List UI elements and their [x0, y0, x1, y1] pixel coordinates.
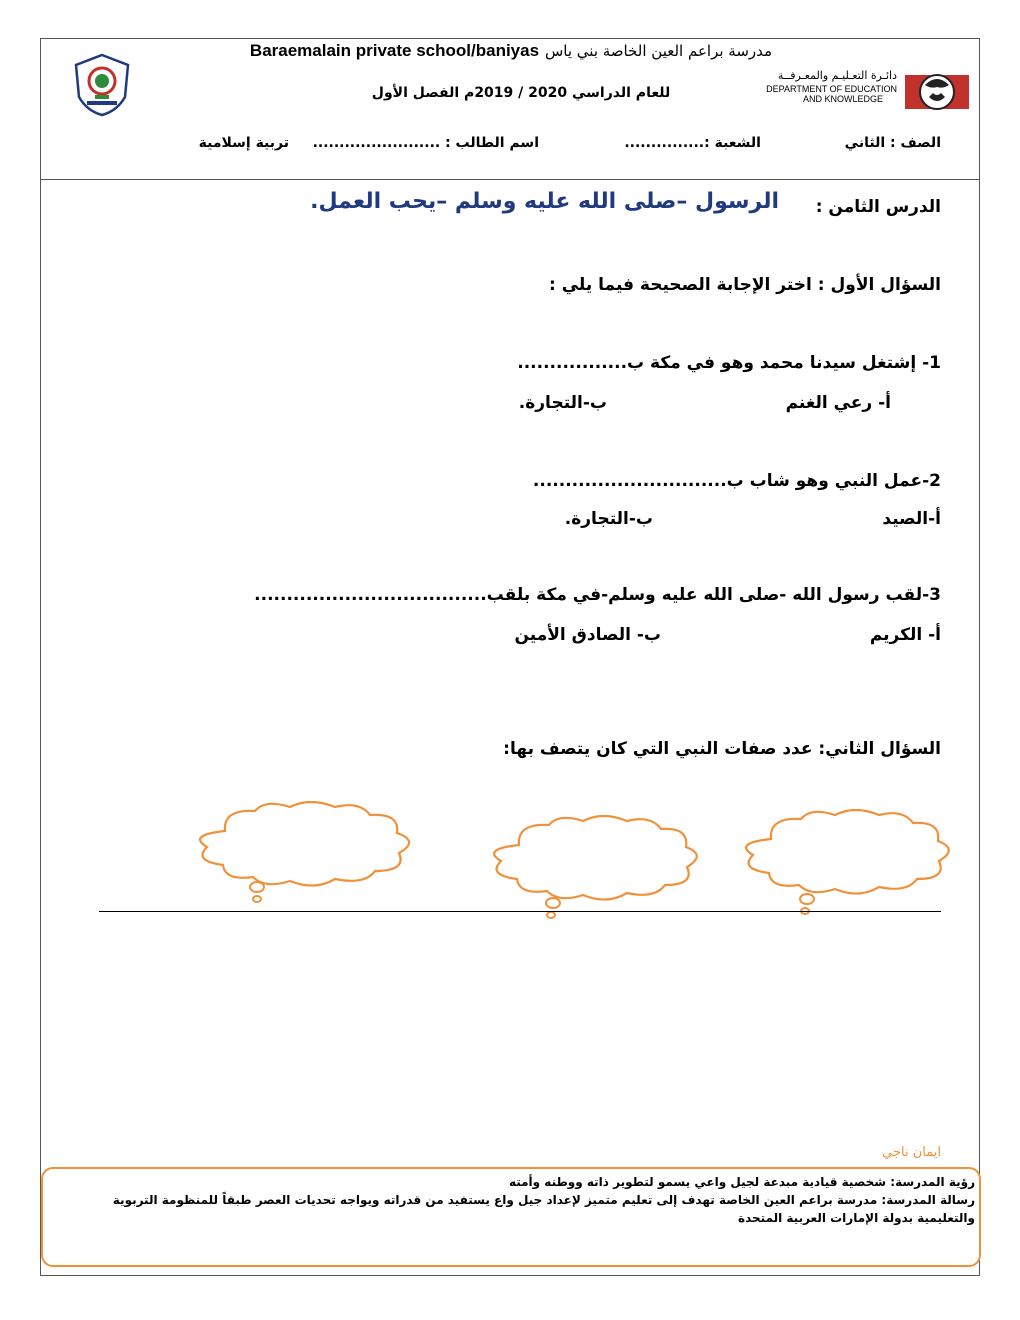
question-1-title: السؤال الأول : اختر الإجابة الصحيحة فيما يلي : [549, 275, 941, 295]
q1-item-2-question: 2-عمل النبي وهو شاب ب.............................. [532, 471, 941, 491]
answer-cloud-2[interactable] [481, 815, 711, 925]
student-name-field[interactable]: اسم الطالب : ........................ [312, 135, 539, 151]
academic-year: للعام الدراسي 2020 / 2019م الفصل الأول [371, 85, 671, 101]
grade-label: الصف : الثاني [844, 135, 941, 151]
school-name-en: Baraemalain private school/baniyas [249, 41, 540, 60]
footer-box [41, 1167, 981, 1267]
department-name-en-2: AND KNOWLEDGE [802, 94, 883, 104]
school-name [191, 41, 831, 61]
falcon-emblem-icon [903, 67, 971, 117]
header-divider [41, 179, 979, 180]
school-name-ar: مدرسة براعم العين الخاصة بني ياس [544, 42, 773, 60]
q1-item-3-option-b[interactable]: ب- الصادق الأمين [514, 625, 661, 645]
answer-cloud-3[interactable] [733, 809, 963, 919]
q1-item-1-option-a[interactable]: أ- رعي الغنم [785, 393, 891, 413]
lesson-label: الدرس الثامن : [815, 197, 941, 217]
q1-item-3-question: 3-لقب رسول الله -صلى الله عليه وسلم-في مكة بلقب.................................... [254, 585, 941, 605]
worksheet-page [40, 38, 980, 1276]
department-name-en-1: DEPARTMENT OF EDUCATION [766, 84, 897, 94]
q1-item-3-option-a[interactable]: أ- الكريم [869, 625, 941, 645]
q1-item-1-option-b[interactable]: ب-التجارة. [518, 393, 607, 413]
q1-item-1-question: 1- إشتغل سيدنا محمد وهو في مكة ب................. [517, 353, 941, 373]
school-logo [73, 53, 131, 117]
q1-item-2-option-a[interactable]: أ-الصيد [882, 509, 941, 529]
lesson-title: الرسول –صلى الله عليه وسلم –يحب العمل. [310, 189, 779, 214]
department-name-ar: دائـرة التعـليـم والمعـرفــة [777, 69, 897, 82]
department-logo [713, 69, 975, 119]
subject-label: تربية إسلامية [198, 135, 289, 151]
school-mission: رسالة المدرسة: مدرسة براعم العين الخاصة تهدف إلى تعليم متميز لإعداد جيل واع يستفيد من قدراته ويواجه تحديات العصر طبقاً للمنظومة التربوية والتعليمية بدولة الإمارات العربية المتحدة [112, 1193, 975, 1225]
school-vision: رؤية المدرسة: شخصية قيادية مبدعة لجيل واعي يسمو لتطوير ذاته ووطنه وأمته [508, 1175, 975, 1189]
q1-item-2-option-b[interactable]: ب-التجارة. [564, 509, 653, 529]
answer-underline [99, 911, 941, 912]
answer-cloud-1[interactable] [185, 801, 425, 911]
section-field[interactable]: الشعبة :............... [624, 135, 761, 151]
teacher-name: ايمان ناجي [882, 1145, 941, 1160]
question-2-title: السؤال الثاني: عدد صفات النبي التي كان يتصف بها: [503, 739, 941, 759]
